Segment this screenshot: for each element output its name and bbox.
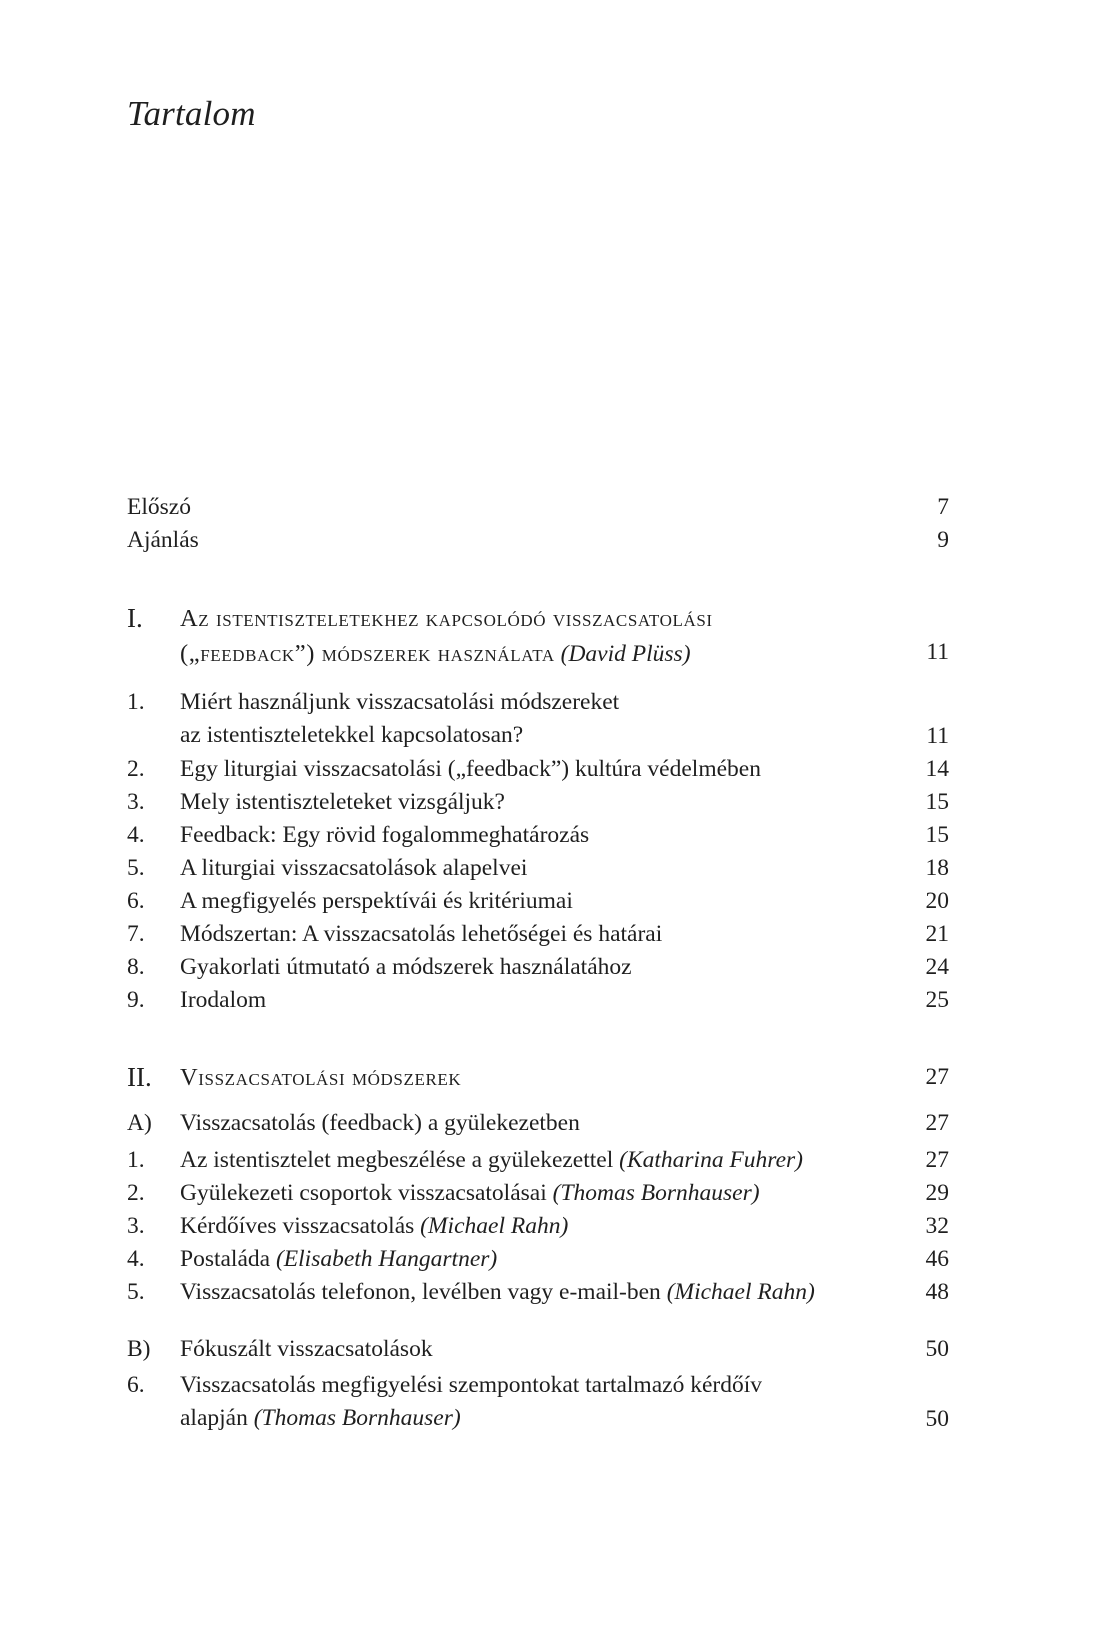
entry-number: 6. <box>127 1372 145 1398</box>
toc-entry-page: 18 <box>925 855 949 881</box>
toc-part-2-heading[interactable] <box>127 1060 949 1095</box>
toc-part-1-heading[interactable] <box>127 601 949 670</box>
entry-author: (Thomas Bornhauser) <box>552 1180 760 1206</box>
entry-number: 2. <box>127 756 145 782</box>
section-number: A) <box>127 1110 152 1136</box>
entry-label: Gyülekezeti csoportok visszacsatolásai <box>180 1180 547 1206</box>
toc-section-a[interactable] <box>127 1107 949 1140</box>
toc-entry-page: 48 <box>925 1279 949 1305</box>
toc-entry-page: 9 <box>937 527 949 553</box>
table-of-contents <box>127 491 949 1436</box>
entry-number: 8. <box>127 954 145 980</box>
page-title: Tartalom <box>127 94 256 133</box>
entry-author: (Thomas Bornhauser) <box>253 1405 461 1431</box>
entry-label-line-1: Visszacsatolás megfigyelési szempontokat tartalmazó kérdőív <box>180 1372 762 1398</box>
toc-entry-page: 21 <box>925 921 949 947</box>
toc-entry[interactable] <box>127 1276 949 1309</box>
spacer <box>127 557 949 601</box>
entry-label: A liturgiai visszacsatolások alapelvei <box>180 855 528 881</box>
entry-label-line-2: az istentiszteletekkel kapcsolatosan? <box>180 722 524 748</box>
toc-entry[interactable] <box>127 686 949 753</box>
toc-entry-page: 11 <box>926 723 949 749</box>
part-author: (David Plüss) <box>560 641 691 667</box>
spacer <box>127 1309 949 1333</box>
toc-entry-page: 25 <box>925 987 949 1013</box>
part-title-line-2: („feedback”) módszerek használata <box>180 640 555 667</box>
toc-entry-page: 14 <box>925 756 949 782</box>
section-number: B) <box>127 1336 151 1362</box>
entry-label: Kérdőíves visszacsatolás <box>180 1213 415 1239</box>
entry-number: 1. <box>127 1147 145 1173</box>
entry-number: 2. <box>127 1180 145 1206</box>
entry-label: Feedback: Egy rövid fogalommeghatározás <box>180 822 590 848</box>
entry-label-line-1: Miért használjunk visszacsatolási módszereket <box>180 689 620 715</box>
entry-number: 1. <box>127 689 145 715</box>
entry-author: (Katharina Fuhrer) <box>619 1147 803 1173</box>
toc-entry[interactable] <box>127 951 949 984</box>
toc-entry[interactable] <box>127 885 949 918</box>
part-title-line-1: Az istentiszteletekhez kapcsolódó visszacsatolási <box>180 605 713 632</box>
toc-entry-label: Ajánlás <box>127 527 199 553</box>
entry-number: 3. <box>127 1213 145 1239</box>
toc-entry-page: 50 <box>925 1406 949 1432</box>
spacer <box>127 1017 949 1060</box>
entry-number: 6. <box>127 888 145 914</box>
spacer <box>127 670 949 686</box>
toc-entry[interactable] <box>127 1144 949 1177</box>
toc-entry-page: 15 <box>925 789 949 815</box>
entry-number: 4. <box>127 822 145 848</box>
toc-entry-page: 24 <box>925 954 949 980</box>
entry-number: 9. <box>127 987 145 1013</box>
toc-entry-page: 7 <box>937 494 949 520</box>
entry-label: Mely istentiszteleteket vizsgáljuk? <box>180 789 505 815</box>
entry-label: Egy liturgiai visszacsatolási („feedback”) kultúra védelmében <box>180 756 761 782</box>
toc-entry-page: 32 <box>925 1213 949 1239</box>
toc-entry-page: 27 <box>925 1064 949 1090</box>
toc-entry-page: 46 <box>925 1246 949 1272</box>
part-number: I. <box>127 603 143 633</box>
entry-number: 5. <box>127 855 145 881</box>
entry-label: Irodalom <box>180 987 267 1013</box>
entry-number: 5. <box>127 1279 145 1305</box>
toc-entry-page: 27 <box>925 1110 949 1136</box>
toc-entry-page: 29 <box>925 1180 949 1206</box>
toc-entry[interactable] <box>127 1369 949 1436</box>
section-label: Fókuszált visszacsatolások <box>180 1336 433 1362</box>
entry-author: (Michael Rahn) <box>666 1279 815 1305</box>
toc-entry[interactable] <box>127 1177 949 1210</box>
entry-label: Gyakorlati útmutató a módszerek használatához <box>180 954 632 980</box>
toc-entry-page: 11 <box>926 639 949 665</box>
entry-author: (Michael Rahn) <box>420 1213 569 1239</box>
part-number: II. <box>127 1062 152 1092</box>
toc-section-b[interactable] <box>127 1333 949 1366</box>
toc-entry[interactable] <box>127 1210 949 1243</box>
toc-entry-eloszo[interactable] <box>127 491 949 524</box>
entry-number: 4. <box>127 1246 145 1272</box>
toc-entry[interactable] <box>127 819 949 852</box>
part-title: Visszacsatolási módszerek <box>180 1064 462 1091</box>
entry-label: Az istentisztelet megbeszélése a gyülekezettel <box>180 1147 614 1173</box>
toc-entry-ajanlas[interactable] <box>127 524 949 557</box>
toc-entry-page: 15 <box>925 822 949 848</box>
toc-entry-label: Előszó <box>127 494 191 520</box>
toc-entry-page: 20 <box>925 888 949 914</box>
entry-label-line-2: alapján <box>180 1405 248 1431</box>
toc-entry[interactable] <box>127 1243 949 1276</box>
toc-entry-page: 27 <box>925 1147 949 1173</box>
entry-label: Postaláda <box>180 1246 271 1272</box>
entry-label: A megfigyelés perspektívái és kritériumai <box>180 888 573 914</box>
section-label: Visszacsatolás (feedback) a gyülekezetben <box>180 1110 580 1136</box>
entry-number: 3. <box>127 789 145 815</box>
entry-author: (Elisabeth Hangartner) <box>275 1246 498 1272</box>
toc-entry[interactable] <box>127 852 949 885</box>
spacer <box>127 1095 949 1107</box>
toc-entry[interactable] <box>127 918 949 951</box>
entry-number: 7. <box>127 921 145 947</box>
toc-entry[interactable] <box>127 786 949 819</box>
toc-entry[interactable] <box>127 984 949 1017</box>
entry-label: Visszacsatolás telefonon, levélben vagy e-mail-ben <box>180 1279 661 1305</box>
toc-entry[interactable] <box>127 753 949 786</box>
entry-label: Módszertan: A visszacsatolás lehetőségei és határai <box>180 921 663 947</box>
toc-entry-page: 50 <box>925 1336 949 1362</box>
